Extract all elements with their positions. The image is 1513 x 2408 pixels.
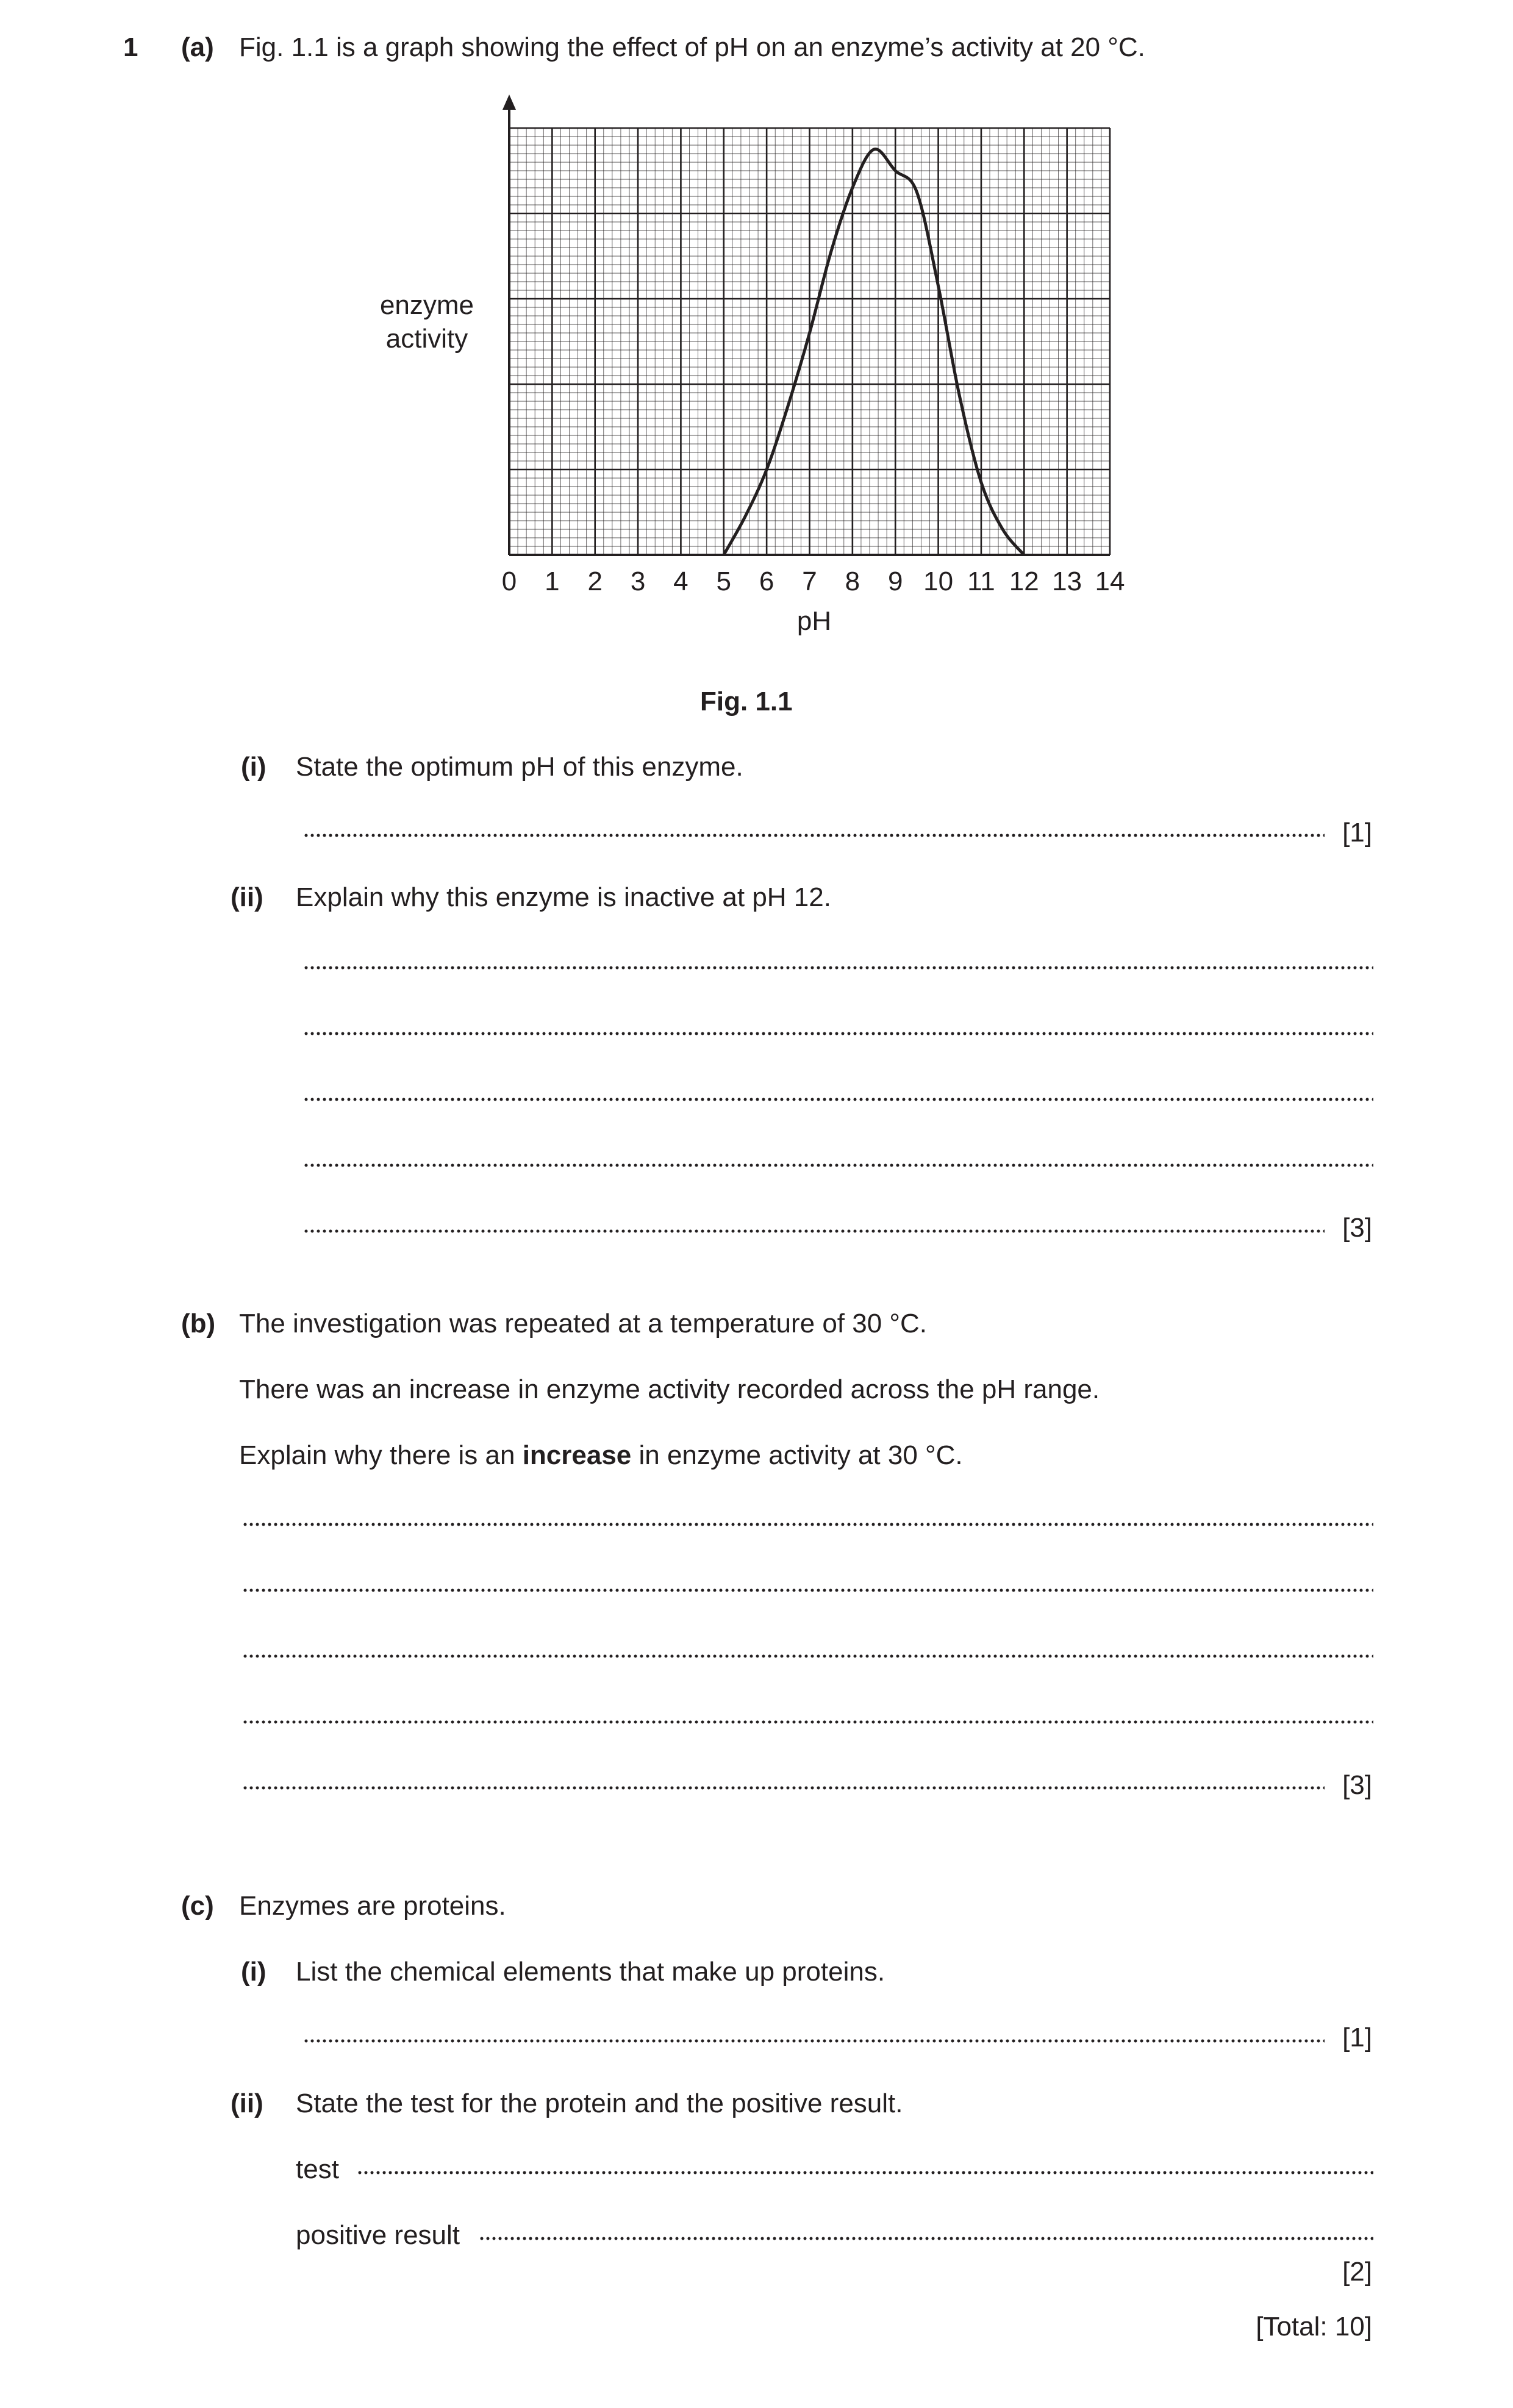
x-tick-label: 10 (923, 566, 954, 596)
part-b-line3-pre: Explain why there is an (239, 1440, 523, 1470)
part-c-intro: Enzymes are proteins. (239, 1891, 506, 1921)
answer-line-a-ii-2[interactable] (303, 1032, 1373, 1035)
answer-line-test[interactable] (357, 2171, 1373, 2174)
part-c-i-label: (i) (241, 1957, 266, 1987)
chart-axes (503, 95, 1110, 555)
part-a-label: (a) (181, 32, 214, 62)
y-axis-label-line1: enzyme (379, 290, 474, 320)
x-axis-label: pH (796, 606, 832, 636)
part-a-i-label: (i) (241, 752, 266, 782)
answer-line-b-3[interactable] (242, 1654, 1373, 1658)
answer-line-b-1[interactable] (242, 1523, 1373, 1526)
part-c-ii-text: State the test for the protein and the positive result. (296, 2088, 903, 2118)
x-tick-label: 5 (716, 566, 732, 596)
answer-line-b-4[interactable] (242, 1720, 1373, 1724)
chart-grid (509, 128, 1110, 555)
y-axis-arrow (503, 95, 516, 110)
part-c-label: (c) (181, 1891, 214, 1921)
x-tick-label: 2 (587, 566, 603, 596)
part-b-line3-post: in enzyme activity at 30 °C. (631, 1440, 963, 1470)
answer-line-a-ii-3[interactable] (303, 1098, 1373, 1101)
answer-line-a-ii-5[interactable] (303, 1229, 1325, 1233)
chart-tick-labels (502, 566, 1125, 596)
part-a-ii-label: (ii) (231, 882, 263, 912)
x-tick-label: 14 (1095, 566, 1125, 596)
x-tick-label: 7 (802, 566, 817, 596)
x-tick-label: 1 (545, 566, 560, 596)
part-b-line1: The investigation was repeated at a temperature of 30 °C. (239, 1309, 928, 1338)
part-b-line3 (239, 1440, 963, 1471)
mark-c-ii: [2] (1342, 2257, 1372, 2287)
enzyme-activity-chart (354, 91, 1146, 652)
x-tick-label: 8 (845, 566, 860, 596)
part-a-intro: Fig. 1.1 is a graph showing the effect of pH on an enzyme’s activity at 20 °C. (239, 32, 1145, 62)
mark-c-i: [1] (1342, 2023, 1372, 2053)
part-c-ii-label: (ii) (231, 2088, 263, 2118)
mark-a-i: [1] (1342, 818, 1372, 848)
question-number: 1 (123, 32, 138, 62)
total-marks: [Total: 10] (1256, 2312, 1372, 2342)
answer-line-b-2[interactable] (242, 1588, 1373, 1592)
x-tick-label: 13 (1052, 566, 1082, 596)
mark-b: [3] (1342, 1770, 1372, 1800)
answer-line-c-i[interactable] (303, 2039, 1325, 2043)
positive-result-label: positive result (296, 2220, 460, 2250)
x-tick-label: 9 (887, 566, 903, 596)
y-axis-label-line2: activity (385, 324, 468, 354)
part-b-line3-bold: increase (522, 1440, 632, 1470)
x-tick-label: 6 (759, 566, 774, 596)
part-b-line2: There was an increase in enzyme activity recorded across the pH range. (239, 1374, 1100, 1404)
answer-line-positive-result[interactable] (479, 2237, 1373, 2240)
x-tick-label: 4 (673, 566, 689, 596)
part-b-label: (b) (181, 1309, 216, 1338)
x-tick-label: 0 (501, 566, 517, 596)
part-a-ii-text: Explain why this enzyme is inactive at pH 12. (296, 882, 831, 912)
answer-line-a-ii-1[interactable] (303, 966, 1373, 970)
test-label: test (296, 2154, 339, 2184)
figure-caption: Fig. 1.1 (700, 687, 793, 716)
answer-line-a-ii-4[interactable] (303, 1163, 1373, 1167)
part-a-i-text: State the optimum pH of this enzyme. (296, 752, 743, 782)
activity-curve (724, 149, 1025, 555)
x-tick-label: 3 (630, 566, 646, 596)
x-tick-label: 11 (967, 566, 995, 596)
answer-line-b-5[interactable] (242, 1786, 1325, 1790)
answer-line-a-i[interactable] (303, 834, 1325, 837)
mark-a-ii: [3] (1342, 1213, 1372, 1243)
part-c-i-text: List the chemical elements that make up proteins. (296, 1957, 885, 1987)
x-tick-label: 12 (1009, 566, 1039, 596)
